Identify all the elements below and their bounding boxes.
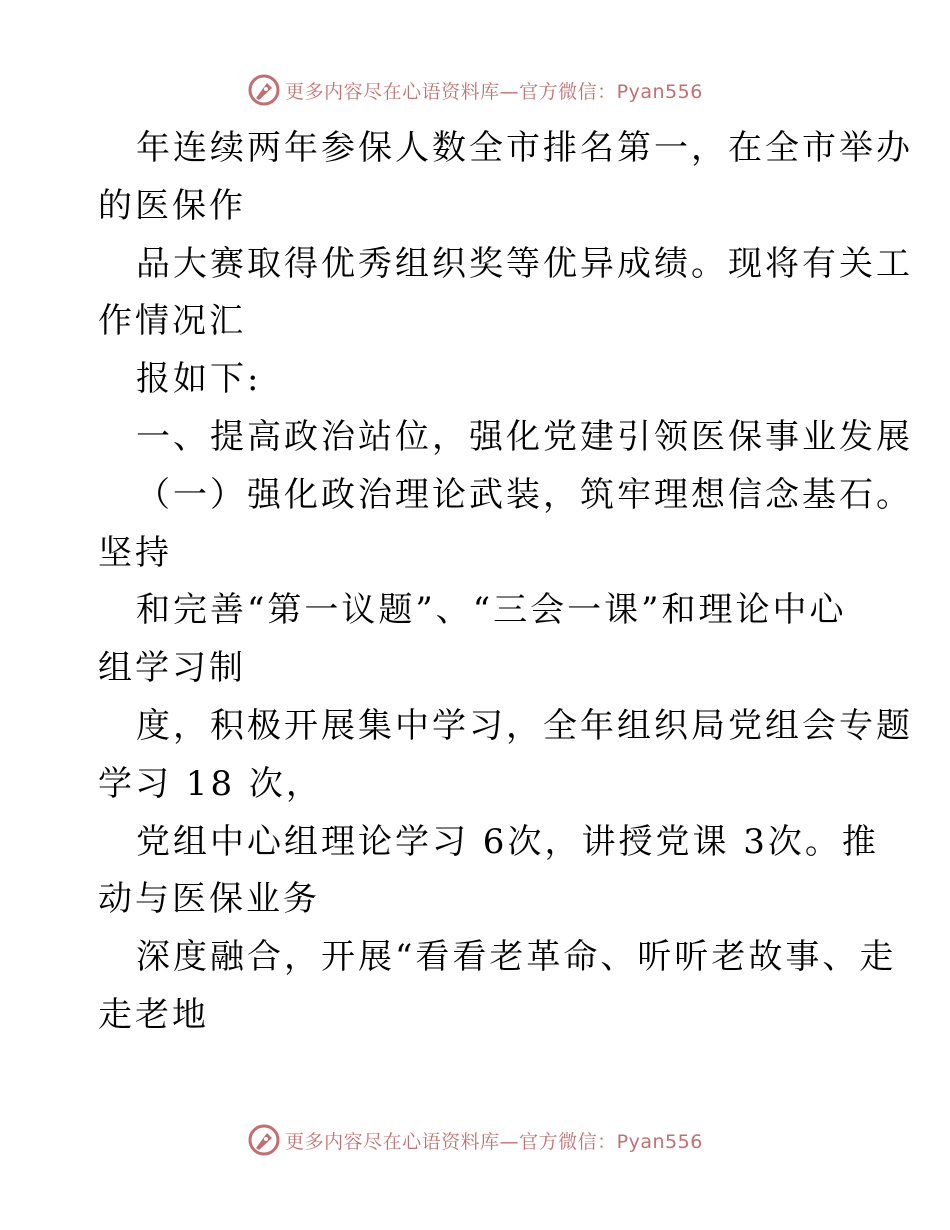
- text-line: 党组中心组理论学习 6次，讲授党课 3次。推: [136, 821, 879, 862]
- text-line: 报如下:: [136, 359, 262, 400]
- document-body: [98, 120, 913, 1045]
- text-line: 走老地: [98, 994, 209, 1035]
- text-line: 动与医保业务: [98, 879, 320, 920]
- text-line: 年连续两年参保人数全市排名第一，在全市举办: [136, 128, 913, 168]
- header-watermark: [0, 70, 950, 110]
- text-line: 一、提高政治站位，强化党建引领医保事业发展: [136, 416, 913, 457]
- text-line: 品大赛取得优秀组织奖等优异成绩。现将有关工: [136, 243, 913, 284]
- text-line: 学习 18 次，: [98, 763, 323, 804]
- text-line: 和完善“第一议题”、“三会一课”和理论中心: [136, 590, 847, 631]
- text-line: 的医保作: [98, 185, 246, 226]
- text-line: 作情况汇: [98, 301, 246, 342]
- text-line: 组学习制: [98, 648, 246, 689]
- text-line: （一）强化政治理论武装，筑牢理想信念基石。: [136, 474, 913, 515]
- text-line: 坚持: [98, 532, 172, 573]
- watermark-text: 更多内容尽在心语资料库—官方微信：Pyan556: [285, 1130, 703, 1153]
- pen-nib-logo-icon: [247, 73, 281, 107]
- text-line: 度，积极开展集中学习，全年组织局党组会专题: [136, 705, 913, 746]
- footer-watermark: [0, 1120, 950, 1160]
- watermark-text: 更多内容尽在心语资料库—官方微信：Pyan556: [285, 80, 703, 103]
- pen-nib-logo-icon: [247, 1123, 281, 1157]
- text-line: 深度融合，开展“看看老革命、听听老故事、走: [136, 937, 897, 978]
